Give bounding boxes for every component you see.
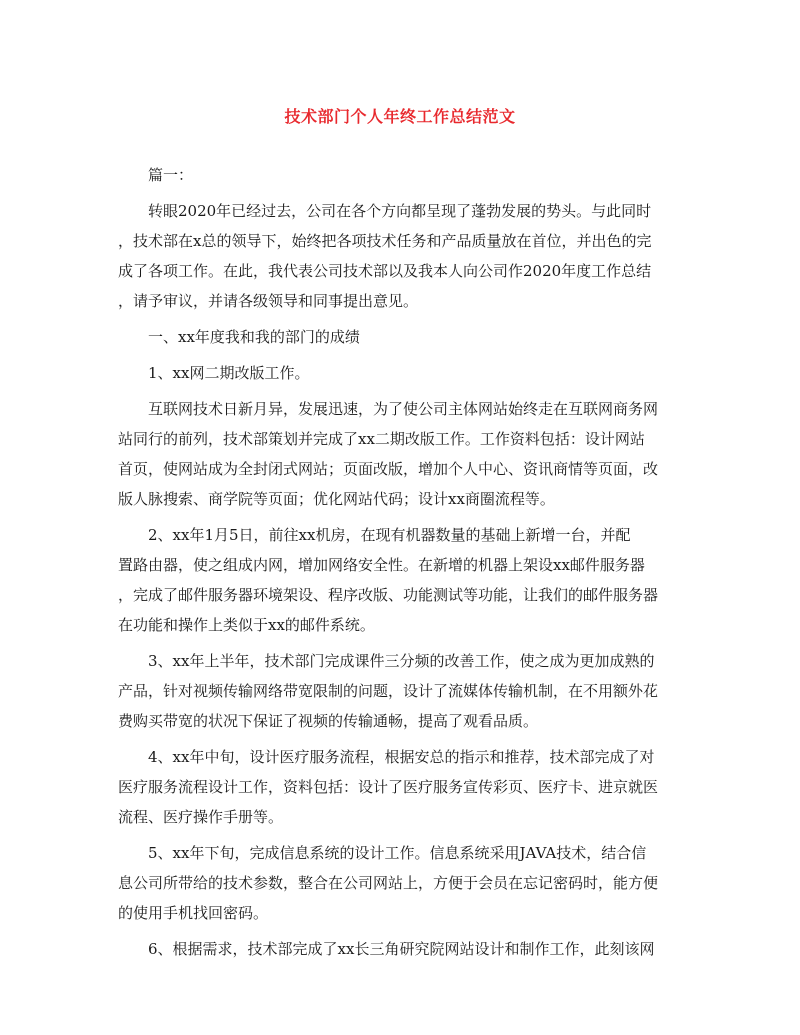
text-line: 2、xx年1月5日，前往xx机房，在现有机器数量的基础上新增一台，并配 [148,526,631,544]
paragraph-item-2 [118,520,684,640]
text-line: 费购买带宽的状况下保证了视频的传输通畅，提高了观看品质。 [118,712,539,730]
text-line: 流程、医疗操作手册等。 [118,808,284,826]
text-line: 4、xx年中旬，设计医疗服务流程，根据安总的指示和推荐，技术部完成了对 [148,748,655,766]
text-line: 站同行的前列，技术部策划并完成了xx二期改版工作。工作资料包括：设计网站 [118,430,645,448]
text-line: 置路由器，使之组成内网，增加网络安全性。在新增的机器上架设xx邮件服务器 [118,556,645,574]
text-line: 版人脉搜索、商学院等页面；优化网站代码；设计xx商圈流程等。 [118,490,555,508]
paragraph-item-3 [118,646,684,736]
text-line: 息公司所带给的技术参数，整合在公司网站上，方便于会员在忘记密码时，能方便 [118,874,659,892]
text-line: 1、xx网二期改版工作。 [148,364,310,382]
text-line: ，完成了邮件服务器环境架设、程序改版、功能测试等功能，让我们的邮件服务器 [118,586,659,604]
text-line: 6、根据需求，技术部完成了xx长三角研究院网站设计和制作工作，此刻该网 [148,940,655,958]
document-body [118,160,684,970]
text-line: 3、xx年上半年，技术部门完成课件三分频的改善工作，使之成为更加成熟的 [148,652,655,670]
text-line: 互联网技术日新月异，发展迅速，为了使公司主体网站始终走在互联网商务网 [148,400,659,418]
document-title: 技术部门个人年终工作总结范文 [284,107,516,126]
text-line: ，技术部在x总的领导下，始终把各项技术任务和产品质量放在首位，并出色的完 [118,232,652,250]
text-line: 篇一： [148,166,194,184]
paragraph-item-4 [118,742,684,832]
text-line: 一、xx年度我和我的部门的成绩 [148,328,360,346]
text-line: 转眼2020年已经过去，公司在各个方向都呈现了蓬勃发展的势头。与此同时 [148,202,652,220]
paragraph-intro [118,196,684,316]
paragraph-section-label [118,160,684,190]
paragraph-item-6 [118,934,684,964]
text-line: 的使用手机找回密码。 [118,904,269,922]
text-line: 在功能和操作上类似于xx的邮件系统。 [118,616,375,634]
paragraph-item-5 [118,838,684,928]
text-line: 成了各项工作。在此，我代表公司技术部以及我本人向公司作2020年度工作总结 [118,262,652,280]
text-line: 医疗服务流程设计工作，资料包括：设计了医疗服务宣传彩页、医疗卡、进京就医 [118,778,659,796]
paragraph-heading-achievements [118,322,684,352]
text-line: 首页，使网站成为全封闭式网站；页面改版，增加个人中心、资讯商情等页面，改 [118,460,659,478]
text-line: ，请予审议，并请各级领导和同事提出意见。 [118,292,419,310]
text-line: 产品，针对视频传输网络带宽限制的问题，设计了流媒体传输机制，在不用额外花 [118,682,659,700]
paragraph-item-1-body [118,394,684,514]
paragraph-item-1-heading [118,358,684,388]
text-line: 5、xx年下旬，完成信息系统的设计工作。信息系统采用JAVA技术，结合信 [148,844,647,862]
